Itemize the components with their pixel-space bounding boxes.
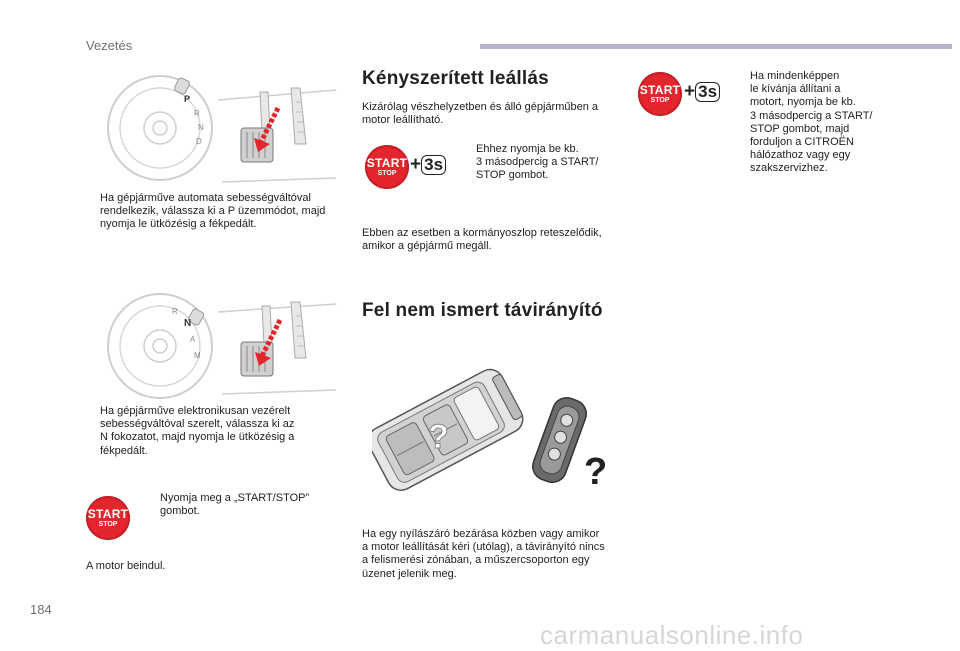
gear-selector-dial xyxy=(108,294,212,398)
start-label: START xyxy=(639,82,681,97)
forced-stop-heading: Kényszerített leállás xyxy=(362,68,549,89)
start-stop-button-icon xyxy=(638,72,682,116)
pedals xyxy=(218,302,336,394)
forced-stop-intro: Kizárólag vészhelyzetben és álló gépjárműben a motor leállítható. xyxy=(362,101,599,127)
start-label: START xyxy=(87,506,129,521)
stop-label: STOP xyxy=(377,169,397,177)
electronic-gearbox-illustration xyxy=(98,290,338,410)
stop-label: STOP xyxy=(650,96,670,104)
hold-3s-icon xyxy=(410,154,446,176)
gear-letter: D xyxy=(196,137,202,146)
question-mark-icon: ? xyxy=(584,451,608,493)
key-fob-icon xyxy=(529,394,590,486)
bullet-marker xyxy=(736,70,750,176)
car-top-view-icon xyxy=(372,365,528,495)
unknown-remote-text: Ha egy nyílászáró bezárása közben vagy amikor a motor leállítását kéri (utólag), a távirányító nincs a felismerési zónában, a műszercsoporton egy üzenet jelenik meg. xyxy=(362,528,605,580)
car-and-key-illustration xyxy=(372,362,624,502)
unknown-remote-heading: Fel nem ismert távirányító xyxy=(362,300,603,321)
plus-sign: + xyxy=(684,81,696,102)
start-label: START xyxy=(366,155,408,170)
hold-3s-icon xyxy=(684,81,720,103)
start-stop-button-icon xyxy=(86,496,130,540)
bullet-marker xyxy=(86,192,100,232)
plus-sign: + xyxy=(410,154,422,175)
press-start-instruction xyxy=(146,492,346,518)
electronic-gearbox-instruction xyxy=(86,405,346,458)
auto-gearbox-illustration xyxy=(98,72,338,192)
header-accent-bar xyxy=(480,44,952,49)
gear-letter: A xyxy=(190,335,196,344)
auto-gearbox-instruction xyxy=(86,192,346,232)
forced-stop-note: Ebben az esetben a kormányoszlop reteszelődik, amikor a gépjármű megáll. xyxy=(362,227,602,253)
section-title: Vezetés xyxy=(86,38,133,53)
watermark: carmanualsonline.info xyxy=(540,620,804,650)
gear-letter: N xyxy=(184,318,192,329)
instruction-text: Ha mindenképpen le kívánja állítani a motort, nyomja be kb. 3 másodpercig a START/ STOP gombot, majd forduljon a CITROËN hálózathoz vagy egy szakszervizhez. xyxy=(750,70,873,175)
gear-letter: R xyxy=(194,109,200,118)
bullet-marker xyxy=(146,492,160,518)
start-stop-button-icon xyxy=(365,145,409,189)
forced-stop-instruction xyxy=(462,143,632,183)
question-mark-icon: ? xyxy=(428,418,449,456)
stop-label: STOP xyxy=(98,520,118,528)
page-number: 184 xyxy=(30,602,52,617)
gear-selector-dial xyxy=(108,76,212,180)
seconds-label: 3s xyxy=(695,82,720,102)
gear-letter: R xyxy=(172,307,178,316)
instruction-text: Nyomja meg a „START/STOP” gombot. xyxy=(160,492,310,518)
engine-starts-text: A motor beindul. xyxy=(86,560,166,572)
gear-letter: N xyxy=(198,123,204,132)
instruction-text: Ha gépjárműve elektronikusan vezérelt sebességváltóval szerelt, válassza ki az N fokozatot, majd nyomja le ütközésig a fékpedált. xyxy=(100,405,295,457)
instruction-text: Ha gépjárműve automata sebességváltóval rendelkezik, válassza ki a P üzemmódot, majd nyomja le ütközésig a fékpedált. xyxy=(100,192,326,231)
gear-letter: M xyxy=(194,351,201,360)
bullet-marker xyxy=(86,405,100,458)
bullet-marker xyxy=(462,143,476,183)
gear-letter: P xyxy=(184,94,191,104)
seconds-label: 3s xyxy=(421,155,446,175)
instruction-text: Ehhez nyomja be kb. 3 másodpercig a START/ STOP gombot. xyxy=(476,143,599,182)
right-instruction xyxy=(736,70,896,176)
pedals xyxy=(218,88,336,182)
